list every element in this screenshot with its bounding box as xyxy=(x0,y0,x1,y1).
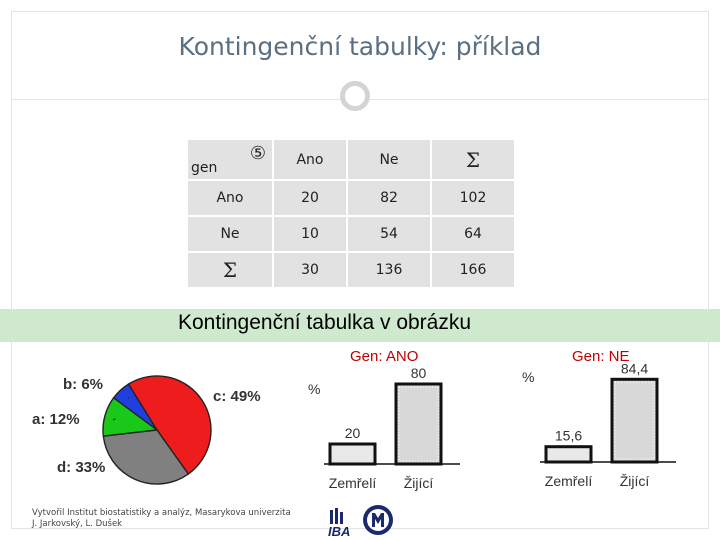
footer-line-1: Vytvořil Institut biostatistiky a analýz, Masarykova univerzita xyxy=(32,508,291,518)
pie-label-d: d: 33% xyxy=(57,459,106,476)
table-cell: 64 xyxy=(431,216,515,252)
pie-label-a: a: 12% xyxy=(32,411,80,428)
column-header: Ne xyxy=(347,139,431,180)
pie-chart xyxy=(25,362,285,502)
table-cell: 166 xyxy=(431,252,515,288)
x-tick-label: Zemřelí xyxy=(328,475,377,491)
pie-label-c: c: 49% xyxy=(213,388,261,405)
bar-value-label: 84,4 xyxy=(620,362,649,377)
row-label: Ne xyxy=(187,216,273,252)
column-header-total: Σ xyxy=(431,139,515,180)
contingency-table xyxy=(186,138,516,289)
column-header: Ano xyxy=(273,139,347,180)
table-cell: 54 xyxy=(347,216,431,252)
slide-title: Kontingenční tabulky: příklad xyxy=(178,32,542,61)
chart-title-ne: Gen: NE xyxy=(572,348,630,365)
bar-chart-ano xyxy=(300,368,460,503)
table-cell: 82 xyxy=(347,180,431,216)
row-label-total: Σ xyxy=(187,252,273,288)
bar-chart-ne xyxy=(516,362,676,503)
table-cell: 30 xyxy=(273,252,347,288)
bar-value-label: 20 xyxy=(344,425,361,441)
bar-value-label: 80 xyxy=(410,368,427,381)
bar xyxy=(546,447,591,462)
footer-logos xyxy=(326,500,396,538)
table-cell: 102 xyxy=(431,180,515,216)
bar-value-label: 15,6 xyxy=(554,427,583,444)
bar xyxy=(612,379,657,462)
table-row xyxy=(187,216,515,252)
table-cell: 10 xyxy=(273,216,347,252)
iba-logo-text: IBA xyxy=(328,524,351,538)
footer-line-2: J. Jarkovský, L. Dušek xyxy=(32,519,123,529)
table-header-row xyxy=(187,139,515,180)
university-seal-icon xyxy=(363,505,393,535)
column-variable-label: ⑤ xyxy=(249,143,266,164)
y-axis-label: % xyxy=(308,381,321,397)
table-cell: 136 xyxy=(347,252,431,288)
y-axis-label: % xyxy=(522,369,535,385)
iba-logo-icon xyxy=(328,508,350,538)
x-tick-label: Žijící xyxy=(403,475,434,491)
chart-title-ano: Gen: ANO xyxy=(350,348,419,365)
bar xyxy=(396,384,441,464)
bar xyxy=(330,444,375,464)
row-label: Ano xyxy=(187,180,273,216)
ring-ornament-icon xyxy=(340,81,370,111)
table-row xyxy=(187,252,515,288)
pie-label-b: b: 6% xyxy=(63,376,104,393)
table-cell: 20 xyxy=(273,180,347,216)
row-variable-label: gen xyxy=(191,160,218,176)
footer-credits xyxy=(32,508,291,530)
x-tick-label: Žijící xyxy=(619,473,650,489)
x-tick-label: Zemřelí xyxy=(544,473,593,489)
table-corner-cell xyxy=(187,139,273,180)
section-title: Kontingenční tabulka v obrázku xyxy=(178,311,472,334)
table-row xyxy=(187,180,515,216)
